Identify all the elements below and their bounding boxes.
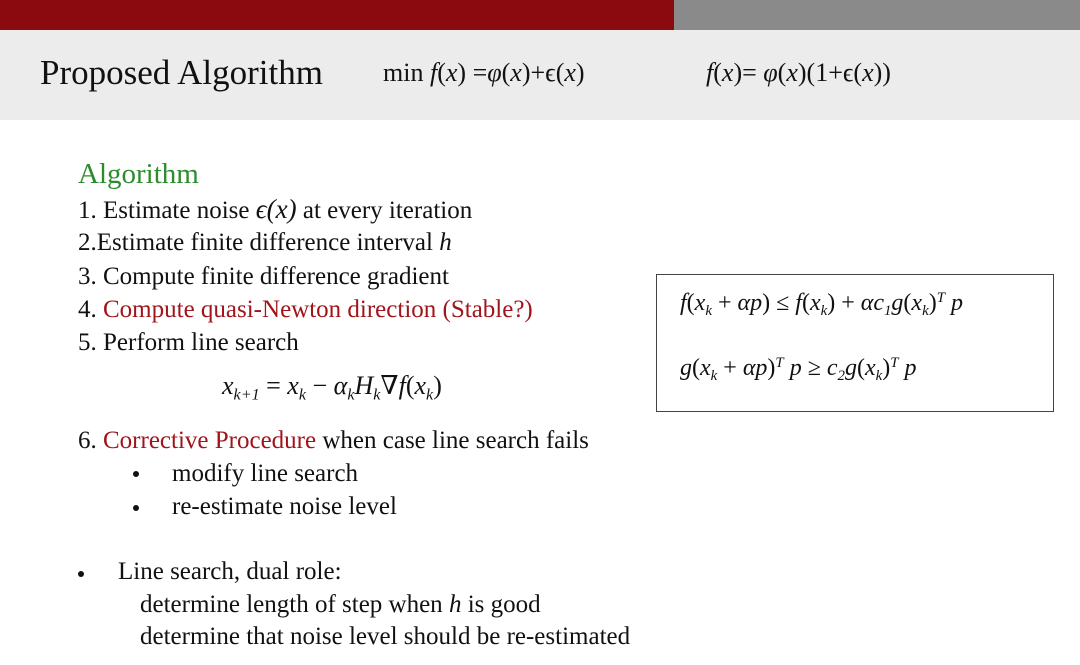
noise-symbol: ϵ(x) xyxy=(255,194,297,224)
objective-equation-additive: min f(x) =φ(x)+ϵ(x) xyxy=(383,58,585,87)
wolfe-condition-2: $g(x_k + \alpha p)^T$ $p \ge c_2g(x_k)^T$ p xyxy=(680,354,917,385)
line-search-bullet: Line search, dual role: xyxy=(118,558,342,585)
algorithm-step-4 xyxy=(78,297,533,322)
line-search-detail-2: determine that noise level should be re-estimated xyxy=(140,623,631,650)
step-1-suffix: at every iteration xyxy=(296,197,473,224)
wolfe-condition-1: $f(x_k + \alpha p) \le f(x_k) + \alpha c_1g(x_k)^T$ p xyxy=(680,289,963,320)
step-2-prefix: 2.Estimate finite difference interval xyxy=(78,229,433,256)
bullet-dot xyxy=(133,505,139,511)
interval-symbol: h xyxy=(439,229,452,256)
step-6-rest: when case line search fails xyxy=(316,427,589,454)
algorithm-step-6 xyxy=(78,428,589,453)
detail-1-suffix: is good xyxy=(461,591,541,618)
detail-1-prefix: determine length of step when xyxy=(140,591,443,618)
step-6-number: 6. xyxy=(78,427,97,454)
step-6-highlight: Corrective Procedure xyxy=(103,427,317,454)
objective-equation-multiplicative: f(x)= φ(x)(1+ϵ(x)) xyxy=(706,58,891,87)
update-equation: $x_{k+1} = x_k - \alpha_kH_k\nabla f(x_k)$ xyxy=(222,371,442,404)
algorithm-step-2 xyxy=(78,230,452,255)
bullet-dot xyxy=(78,571,84,577)
algorithm-step-1 xyxy=(78,196,472,223)
algorithm-heading: Algorithm xyxy=(78,158,199,190)
step-4-highlight: Compute quasi-Newton direction (Stable?) xyxy=(103,296,533,323)
slide-title: Proposed Algorithm xyxy=(40,53,323,92)
top-accent-bar-gray xyxy=(674,0,1080,30)
interval-symbol: h xyxy=(448,591,462,618)
algorithm-step-3: 3. Compute finite difference gradient xyxy=(78,263,449,290)
corrective-bullet-2: re-estimate noise level xyxy=(172,493,397,520)
algorithm-step-5: 5. Perform line search xyxy=(78,329,299,356)
bullet-dot xyxy=(133,471,139,477)
top-accent-bar-red xyxy=(0,0,674,30)
step-1-prefix: 1. Estimate noise xyxy=(78,197,250,224)
step-4-number: 4. xyxy=(78,296,97,323)
line-search-detail-1 xyxy=(140,592,541,617)
corrective-bullet-1: modify line search xyxy=(172,460,359,487)
